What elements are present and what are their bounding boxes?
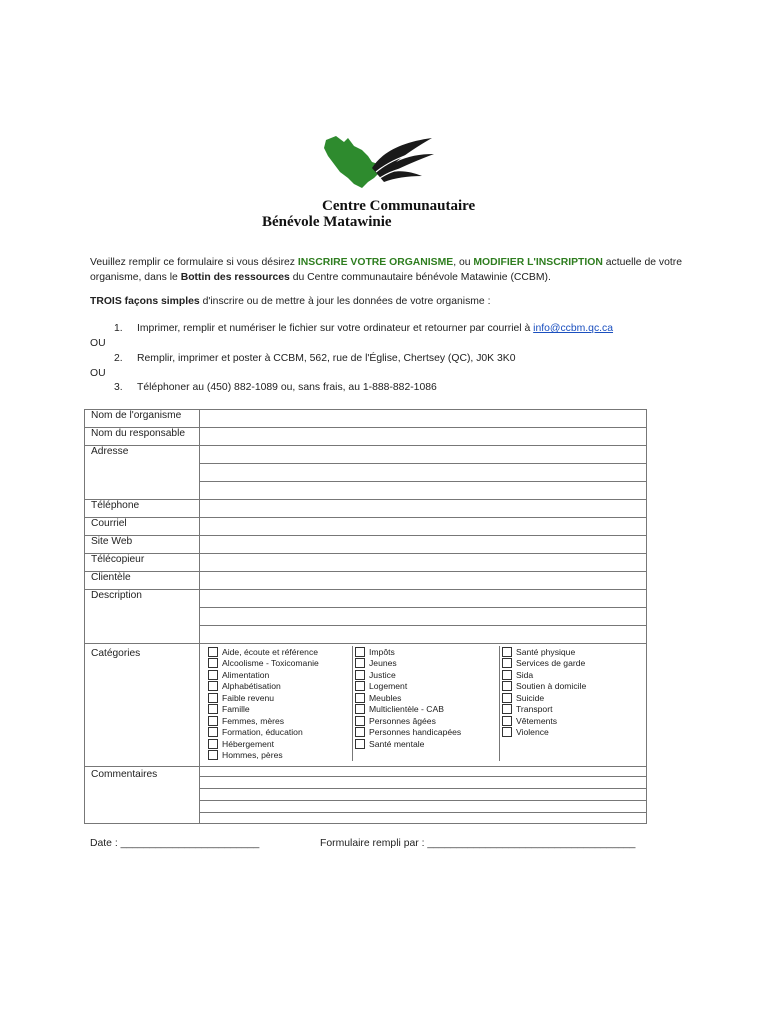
checkbox-icon[interactable] [208,750,218,760]
category-label: Justice [369,669,396,680]
categories-col-3 [500,646,646,761]
label-clientele: Clientèle [85,572,200,590]
category-label: Transport [516,704,553,715]
checkbox-icon[interactable] [208,647,218,657]
label-telephone: Téléphone [85,500,200,518]
checkbox-icon[interactable] [355,658,365,668]
field-nom-responsable[interactable] [200,428,647,446]
category-label: Jeunes [369,658,397,669]
label-commentaires: Commentaires [85,767,200,824]
category-label: Aide, écoute et référence [222,646,319,657]
checkbox-icon[interactable] [208,739,218,749]
categories-grid [200,644,647,767]
categories-col-2 [353,646,500,761]
checkbox-icon[interactable] [208,693,218,703]
checkbox-icon[interactable] [502,670,512,680]
category-checkbox[interactable] [355,669,499,681]
field-clientele[interactable] [200,572,647,590]
category-label: Multiclientèle - CAB [369,704,444,715]
category-checkbox[interactable] [355,692,499,704]
category-checkbox[interactable] [502,646,646,658]
category-label: Suicide [516,692,545,703]
field-courriel[interactable] [200,518,647,536]
category-label: Violence [516,727,549,738]
category-checkbox[interactable] [502,669,646,681]
checkbox-icon[interactable] [502,658,512,668]
field-telecopieur[interactable] [200,554,647,572]
category-checkbox[interactable] [502,681,646,693]
field-telephone[interactable] [200,500,647,518]
category-label: Personnes âgées [369,715,436,726]
field-description[interactable] [200,590,647,644]
checkbox-icon[interactable] [208,670,218,680]
category-label: Femmes, mères [222,715,285,726]
checkbox-icon[interactable] [502,704,512,714]
checkbox-icon[interactable] [502,647,512,657]
category-checkbox[interactable] [208,669,352,681]
checkbox-icon[interactable] [355,681,365,691]
category-checkbox[interactable] [355,738,499,750]
modifier-text: MODIFIER L'INSCRIPTION [473,257,603,268]
checkbox-icon[interactable] [355,670,365,680]
category-checkbox[interactable] [208,727,352,739]
ccbm-logo-icon [322,132,442,194]
date-line[interactable]: Date : ________________________ [90,838,260,849]
categories-col-1 [206,646,353,761]
checkbox-icon[interactable] [355,704,365,714]
checkbox-icon[interactable] [502,716,512,726]
filled-by-line[interactable]: Formulaire rempli par : ____________________________________ [320,838,636,849]
category-checkbox[interactable] [355,658,499,670]
registration-form [84,409,647,824]
category-label: Meubles [369,692,402,703]
ways-heading: TROIS façons simples d'inscrire ou de mettre à jour les données de votre organisme : [90,296,491,307]
label-nom-responsable: Nom du responsable [85,428,200,446]
label-site-web: Site Web [85,536,200,554]
checkbox-icon[interactable] [208,681,218,691]
bottin-text: Bottin des ressources [180,272,290,283]
intro-paragraph: Veuillez remplir ce formulaire si vous désirez INSCRIRE VOTRE ORGANISME, ou MODIFIER L'INSCRIPTION actuelle de votre organisme, dans le Bottin des ressources du Centre communautaire bénévole Matawinie (CCBM). [90,257,683,283]
category-checkbox[interactable] [502,658,646,670]
category-label: Hommes, pères [222,750,283,761]
category-checkbox[interactable] [502,727,646,739]
category-checkbox[interactable] [208,715,352,727]
category-label: Formation, éducation [222,727,303,738]
category-checkbox[interactable] [208,658,352,670]
field-commentaires[interactable] [200,767,647,824]
category-checkbox[interactable] [355,727,499,739]
category-label: Alimentation [222,669,270,680]
category-checkbox[interactable] [502,692,646,704]
category-label: Santé physique [516,646,576,657]
checkbox-icon[interactable] [502,681,512,691]
category-checkbox[interactable] [355,681,499,693]
logo-line1: Centre Communautaire [322,198,476,214]
category-label: Famille [222,704,250,715]
category-label: Sida [516,669,534,680]
checkbox-icon[interactable] [355,647,365,657]
label-categories: Catégories [85,644,200,767]
checkbox-icon[interactable] [355,739,365,749]
category-checkbox[interactable] [208,750,352,762]
field-nom-organisme[interactable] [200,410,647,428]
category-label: Alcoolisme - Toxicomanie [222,658,319,669]
label-description: Description [85,590,200,644]
checkbox-icon[interactable] [502,693,512,703]
field-site-web[interactable] [200,536,647,554]
label-telecopieur: Télécopieur [85,554,200,572]
checkbox-icon[interactable] [208,704,218,714]
category-label: Vêtements [516,715,558,726]
category-label: Hébergement [222,738,275,749]
category-label: Soutien à domicile [516,681,587,692]
category-label: Faible revenu [222,692,275,703]
category-checkbox[interactable] [502,715,646,727]
or-separator: OU [90,368,106,379]
inscrire-text: INSCRIRE VOTRE ORGANISME [297,257,454,268]
checkbox-icon[interactable] [208,727,218,737]
category-label: Impôts [369,646,395,657]
category-checkbox[interactable] [355,646,499,658]
label-courriel: Courriel [85,518,200,536]
category-label: Logement [369,681,408,692]
category-checkbox[interactable] [208,681,352,693]
category-checkbox[interactable] [355,715,499,727]
category-label: Santé mentale [369,738,425,749]
checkbox-icon[interactable] [502,727,512,737]
checkbox-icon[interactable] [355,727,365,737]
category-checkbox[interactable] [208,646,352,658]
checkbox-icon[interactable] [208,658,218,668]
category-label: Services de garde [516,658,586,669]
category-checkbox[interactable] [208,704,352,716]
checkbox-icon[interactable] [355,693,365,703]
category-label: Alphabétisation [222,681,281,692]
email-link[interactable]: info@ccbm.qc.ca [533,323,614,334]
category-checkbox[interactable] [355,704,499,716]
checkbox-icon[interactable] [355,716,365,726]
label-nom-organisme: Nom de l'organisme [85,410,200,428]
field-adresse[interactable] [200,446,647,500]
category-checkbox[interactable] [502,704,646,716]
logo [262,132,522,232]
category-checkbox[interactable] [208,738,352,750]
category-checkbox[interactable] [208,692,352,704]
or-separator: OU [90,338,106,349]
label-adresse: Adresse [85,446,200,500]
checkbox-icon[interactable] [208,716,218,726]
logo-line2: Bénévole Matawinie [262,214,392,230]
category-label: Personnes handicapées [369,727,462,738]
